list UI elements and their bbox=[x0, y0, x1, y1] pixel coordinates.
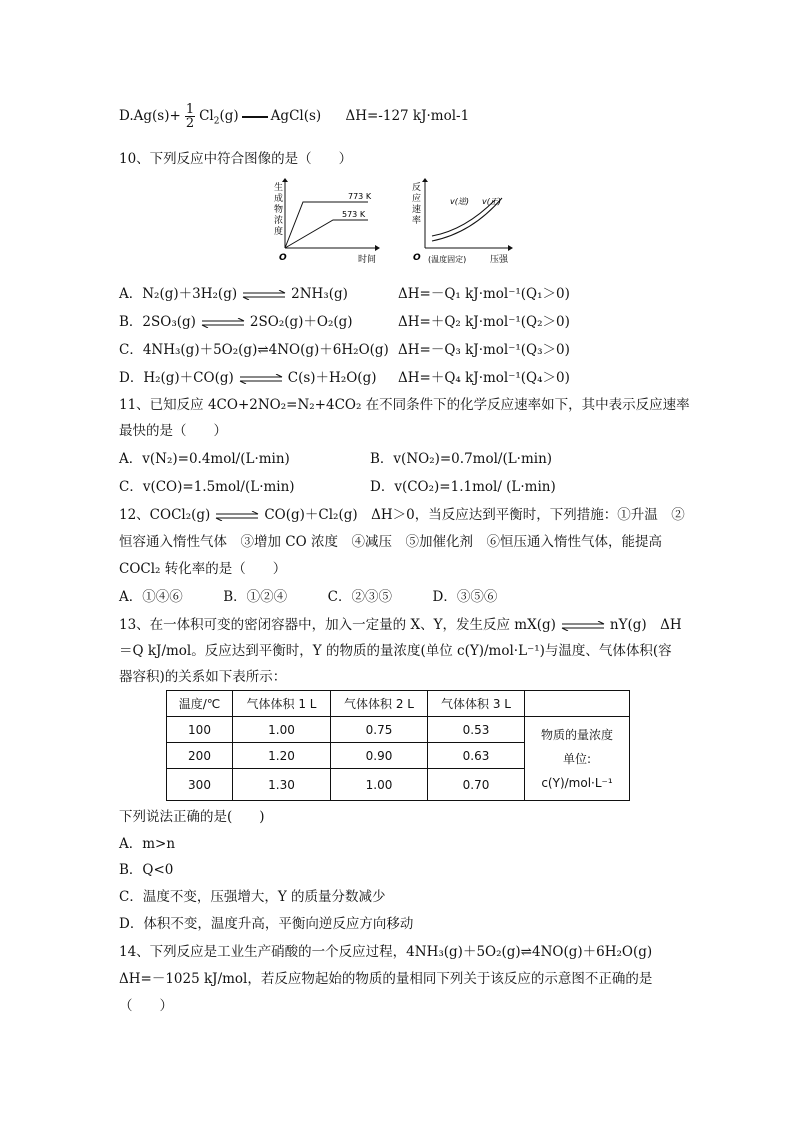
question-14-stem-line1: 14、下列反应是工业生产硝酸的一个反应过程，4NH₃(g)＋5O₂(g)⇌4NO(g)＋6H₂O(g) bbox=[119, 944, 653, 960]
table-cell: 100 bbox=[167, 717, 233, 743]
question-13-option-b: B．Q<0 bbox=[119, 862, 174, 878]
question-12-stem-line1 bbox=[119, 503, 685, 523]
curve-773k-label: 773 K bbox=[348, 192, 372, 201]
question-12-stem-line2: 恒容通入惰性气体 ③增加 CO 浓度 ④减压 ⑤加催化剂 ⑥恒压通入惰性气体，能提高 bbox=[119, 534, 662, 550]
unit-line: 单位: bbox=[562, 751, 592, 766]
table-header: 气体体积 2 L bbox=[331, 691, 428, 717]
fraction-denominator: 2 bbox=[185, 116, 195, 131]
question-10-option-a bbox=[119, 282, 348, 302]
pressure-axis-label: 压强 bbox=[490, 255, 509, 265]
option-d-products: C(s)＋H₂O(g) bbox=[287, 370, 377, 386]
table-cell: 0.53 bbox=[428, 717, 525, 743]
chlorine-state: (g) bbox=[219, 108, 239, 124]
question-11-option-c: C．v(CO)=1.5mol/(L·min) bbox=[119, 479, 295, 495]
svg-text:度: 度 bbox=[274, 227, 284, 237]
table-header: 气体体积 3 L bbox=[428, 691, 525, 717]
origin-label: O bbox=[279, 253, 287, 263]
table-cell: 1.30 bbox=[233, 769, 331, 801]
time-axis-label: 时间 bbox=[358, 255, 377, 265]
equilibrium-arrow bbox=[560, 621, 606, 631]
question-13-stem-start: 13、在一体积可变的密闭容器中，加入一定量的 X、Y，发生反应 mX(g) bbox=[119, 617, 556, 633]
svg-text:率: 率 bbox=[412, 216, 422, 226]
question-12-options: A．①④⑥ B．①②④ C．②③⑤ D．③⑤⑥ bbox=[119, 589, 498, 605]
table-cell: 0.63 bbox=[428, 743, 525, 769]
question-12-stem-line3: COCl₂ 转化率的是（ ） bbox=[119, 561, 287, 577]
question-14-stem-line3: （ ） bbox=[119, 998, 173, 1014]
option-a-reactants: A．N₂(g)＋3H₂(g) bbox=[119, 286, 238, 302]
question-13-stem-end: nY(g) ΔH bbox=[609, 617, 682, 633]
table-cell: 200 bbox=[167, 743, 233, 769]
equilibrium-arrow bbox=[238, 374, 284, 384]
question-11-option-a: A．v(N₂)=0.4mol/(L·min) bbox=[119, 451, 290, 467]
question-12-reactant: 12、COCl₂(g) bbox=[119, 507, 211, 523]
table-cell: 1.00 bbox=[331, 769, 428, 801]
option-b-enthalpy: ΔH=＋Q₂ kJ·mol⁻¹(Q₂＞0) bbox=[398, 314, 570, 330]
svg-text:反: 反 bbox=[412, 183, 422, 193]
reaction-rate-axis-label bbox=[412, 181, 421, 226]
temperature-fixed-note: (温度固定) bbox=[428, 255, 467, 264]
table-cell: 1.00 bbox=[233, 717, 331, 743]
equilibrium-arrow bbox=[200, 318, 246, 328]
table-cell: 0.90 bbox=[331, 743, 428, 769]
question-12-rest: CO(g)＋Cl₂(g) ΔH＞0，当反应达到平衡时，下列措施：①升温 ② bbox=[264, 507, 685, 523]
product-concentration-axis-label bbox=[274, 181, 283, 237]
svg-text:应: 应 bbox=[412, 194, 422, 204]
option-a-products: 2NH₃(g) bbox=[291, 286, 348, 302]
reaction-arrow bbox=[242, 116, 268, 118]
table-cell: 0.70 bbox=[428, 769, 525, 801]
forward-rate-label: v(正) bbox=[482, 197, 501, 206]
concentration-table bbox=[166, 690, 630, 801]
question-10-option-d bbox=[119, 366, 377, 386]
option-c-enthalpy: ΔH=－Q₃ kJ·mol⁻¹(Q₃＞0) bbox=[398, 342, 570, 358]
svg-text:生: 生 bbox=[274, 183, 284, 193]
question-11-stem-line1: 11、已知反应 4CO+2NO₂=N₂+4CO₂ 在不同条件下的化学反应速率如下，其中表示反应速率 bbox=[119, 397, 690, 413]
equilibrium-arrow bbox=[214, 511, 260, 521]
table-cell: 300 bbox=[167, 769, 233, 801]
table-header: 温度/℃ bbox=[167, 691, 233, 717]
fraction-one-half bbox=[185, 103, 195, 130]
question-10-stem: 10、下列反应中符合图像的是（ ） bbox=[119, 151, 353, 167]
chlorine-symbol: Cl bbox=[199, 108, 214, 124]
question-13-option-a: A．m>n bbox=[119, 836, 176, 852]
equilibrium-arrow bbox=[241, 290, 287, 300]
question-11-option-b: B．v(NO₂)=0.7mol/(L·min) bbox=[370, 451, 553, 467]
question-10-option-b bbox=[119, 310, 353, 330]
question-13-ask: 下列说法正确的是( ) bbox=[119, 809, 265, 825]
option-b-products: 2SO₂(g)＋O₂(g) bbox=[249, 314, 353, 330]
table-header: 气体体积 1 L bbox=[233, 691, 331, 717]
question-13-stem-line1 bbox=[119, 613, 682, 633]
curve-573k-label: 573 K bbox=[342, 210, 366, 219]
option-d-product: AgCl(s) bbox=[270, 108, 322, 124]
option-d-enthalpy: ΔH=＋Q₄ kJ·mol⁻¹(Q₄＞0) bbox=[398, 370, 570, 386]
option-d-reactants: D．H₂(g)＋CO(g) bbox=[119, 370, 234, 386]
question-11-stem-line2: 最快的是（ ） bbox=[119, 423, 227, 439]
option-d-prefix: D.Ag(s)+ bbox=[119, 108, 181, 124]
option-d-enthalpy: ΔH=-127 kJ·mol-1 bbox=[345, 108, 470, 124]
question-13-stem-line3: 器容积)的关系如下表所示： bbox=[119, 669, 287, 685]
unit-line: 物质的量浓度 bbox=[540, 727, 613, 742]
origin-label: O bbox=[413, 253, 421, 263]
question-13-stem-line2: ＝Q kJ/mol。反应达到平衡时，Y 的物质的量浓度(单位 c(Y)/mol·L⁻¹)与温度、气体体积(容 bbox=[119, 643, 672, 659]
option-b-reactants: B．2SO₃(g) bbox=[119, 314, 196, 330]
question-14-stem-line2: ΔH=－1025 kJ/mol，若反应物起始的物质的量相同下列关于该反应的示意图不正确的是 bbox=[119, 971, 653, 987]
concentration-time-figure bbox=[270, 178, 380, 266]
question-13-option-c: C．温度不变，压强增大，Y 的质量分数减少 bbox=[119, 889, 386, 905]
fraction-numerator: 1 bbox=[185, 102, 195, 117]
svg-text:速: 速 bbox=[412, 205, 422, 215]
svg-text:物: 物 bbox=[274, 205, 284, 215]
question-13-option-d: D．体积不变，温度升高，平衡向逆反应方向移动 bbox=[119, 916, 414, 932]
reverse-rate-label: v(逆) bbox=[450, 197, 469, 206]
option-a-enthalpy: ΔH=－Q₁ kJ·mol⁻¹(Q₁＞0) bbox=[398, 286, 570, 302]
svg-text:浓: 浓 bbox=[274, 216, 284, 226]
chlorine-subscript: 2 bbox=[213, 116, 220, 127]
question-10-option-c: C．4NH₃(g)＋5O₂(g)⇌4NO(g)＋6H₂O(g) bbox=[119, 342, 389, 358]
table-cell: 0.75 bbox=[331, 717, 428, 743]
unit-line: c(Y)/mol·L⁻¹ bbox=[541, 775, 613, 790]
table-cell: 1.20 bbox=[233, 743, 331, 769]
unit-cell bbox=[525, 717, 630, 801]
option-d-line bbox=[119, 103, 469, 130]
svg-text:成: 成 bbox=[274, 194, 284, 204]
question-11-option-d: D．v(CO₂)=1.1mol/ (L·min) bbox=[370, 479, 556, 495]
rate-pressure-figure bbox=[410, 178, 520, 266]
